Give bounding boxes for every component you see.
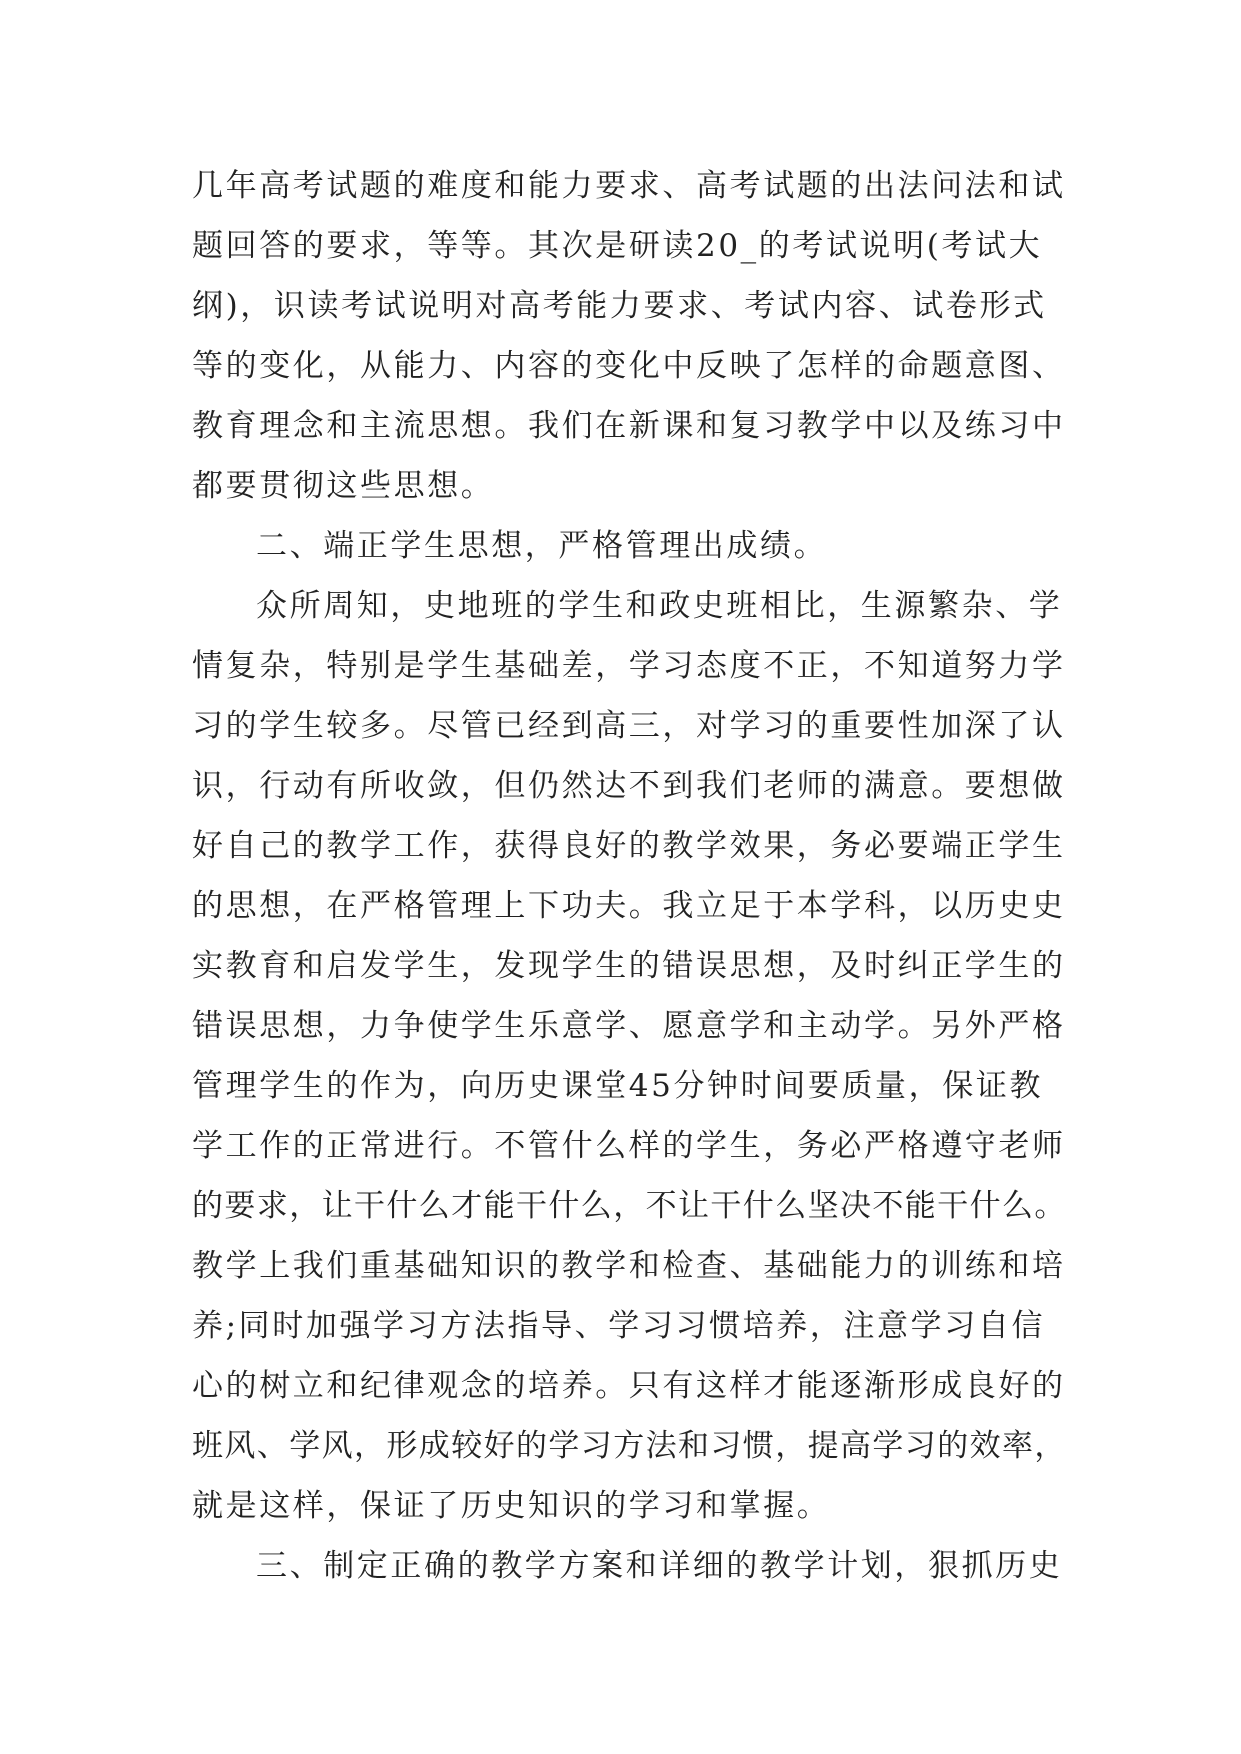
text-line: 等的变化，从能力、内容的变化中反映了怎样的命题意图、 — [192, 348, 1066, 384]
text-line: 纲)，识读考试说明对高考能力要求、考试内容、试卷形式 — [192, 288, 1047, 324]
text-line: 学工作的正常进行。不管什么样的学生，务必严格遵守老师 — [192, 1128, 1066, 1164]
text-line: 养;同时加强学习方法指导、学习习惯培养，注意学习自信 — [192, 1308, 1046, 1344]
text-line: 识，行动有所收敛，但仍然达不到我们老师的满意。要想做 — [192, 768, 1066, 804]
text-line: 教育理念和主流思想。我们在新课和复习教学中以及练习中 — [192, 408, 1066, 444]
text-line: 题回答的要求，等等。其次是研读20_的考试说明(考试大 — [192, 228, 1043, 264]
section-heading: 三、制定正确的教学方案和详细的教学计划，狠抓历史 — [256, 1548, 1063, 1584]
text-line: 错误思想，力争使学生乐意学、愿意学和主动学。另外严格 — [192, 1008, 1066, 1044]
text-line: 情复杂，特别是学生基础差，学习态度不正，不知道努力学 — [192, 648, 1066, 684]
text-line: 实教育和启发学生，发现学生的错误思想，及时纠正学生的 — [192, 948, 1066, 984]
paragraph-start-line: 众所周知，史地班的学生和政史班相比，生源繁杂、学 — [256, 588, 1063, 624]
text-line: 几年高考试题的难度和能力要求、高考试题的出法问法和试 — [192, 168, 1066, 204]
text-line: 的思想，在严格管理上下功夫。我立足于本学科，以历史史 — [192, 888, 1066, 924]
text-line: 班风、学风，形成较好的学习方法和习惯，提高学习的效率， — [192, 1428, 1067, 1464]
text-line: 的要求，让干什么才能干什么，不让干什么坚决不能干什么。 — [192, 1188, 1067, 1224]
document-body — [192, 156, 1072, 1596]
text-line: 都要贯彻这些思想。 — [192, 468, 495, 504]
text-line: 习的学生较多。尽管已经到高三，对学习的重要性加深了认 — [192, 708, 1066, 744]
text-line: 管理学生的作为，向历史课堂45分钟时间要质量，保证教 — [192, 1068, 1044, 1104]
text-line: 心的树立和纪律观念的培养。只有这样才能逐渐形成良好的 — [192, 1368, 1066, 1404]
text-line: 就是这样，保证了历史知识的学习和掌握。 — [192, 1488, 831, 1524]
text-line: 好自己的教学工作，获得良好的教学效果，务必要端正学生 — [192, 828, 1066, 864]
text-line: 教学上我们重基础知识的教学和检查、基础能力的训练和培 — [192, 1248, 1066, 1284]
section-heading: 二、端正学生思想，严格管理出成绩。 — [256, 528, 828, 564]
